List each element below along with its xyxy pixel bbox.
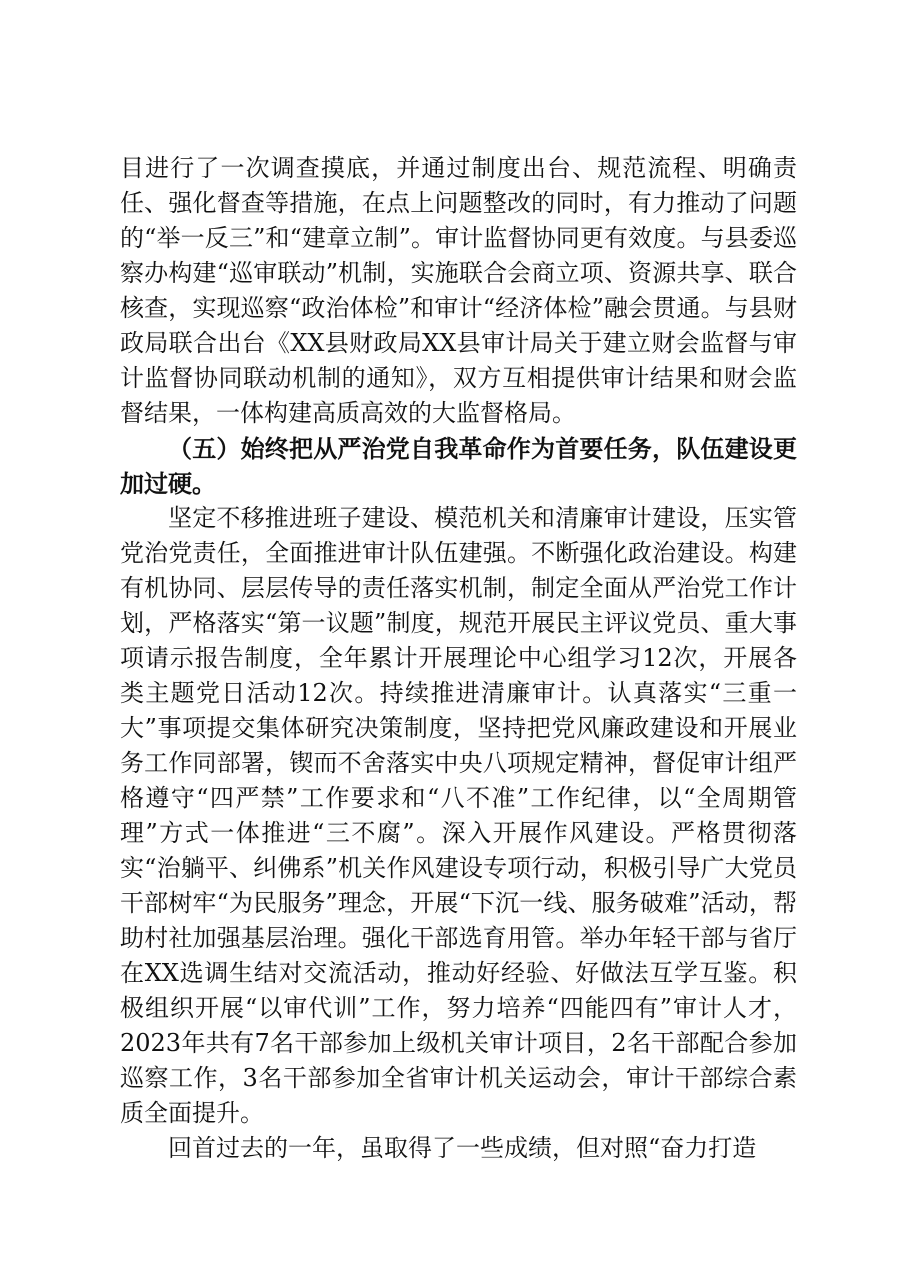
document-body: [120, 151, 797, 1166]
section-heading-5: （五）始终把从严治党自我革命作为首要任务，队伍建设更加过硬。: [120, 434, 797, 498]
paragraph-continued: 目进行了一次调查摸底，并通过制度出台、规范流程、明确责任、强化督查等措施，在点上问题整改的同时，有力推动了问题的“举一反三”和“建章立制”。审计监督协同更有效度。与县委巡察办构建“巡审联动”机制，实施联合会商立项、资源共享、联合核查，实现巡察“政治体检”和审计“经济体检”融会贯通。与县财政局联合出台《XX县财政局XX县审计局关于建立财会监督与审计监督协同联动机制的通知》，双方互相提供审计结果和财会监督结果，一体构建高质高效的大监督格局。: [120, 154, 797, 427]
paragraph-review: 回首过去的一年，虽取得了一些成绩，但对照“奋力打造: [168, 1134, 757, 1162]
paragraph-team-building: 坚定不移推进班子建设、模范机关和清廉审计建设，压实管党治党责任，全面推进审计队伍建强。不断强化政治建设。构建有机协同、层层传导的责任落实机制，制定全面从严治党工作计划，严格落实“第一议题”制度，规范开展民主评议党员、重大事项请示报告制度，全年累计开展理论中心组学习12次，开展各类主题党日活动12次。持续推进清廉审计。认真落实“三重一大”事项提交集体研究决策制度，坚持把党风廉政建设和开展业务工作同部署，锲而不舍落实中央八项规定精神，督促审计组严格遵守“四严禁”工作要求和“八不准”工作纪律，以“全周期管理”方式一体推进“三不腐”。深入开展作风建设。严格贯彻落实“治躺平、纠佛系”机关作风建设专项行动，积极引导广大党员干部树牢“为民服务”理念，开展“下沉一线、服务破难”活动，帮助村社加强基层治理。强化干部选育用管。举办年轻干部与省厅在XX选调生结对交流活动，推动好经验、好做法互学互鉴。积极组织开展“以审代训”工作，努力培养“四能四有”审计人才，2023年共有7名干部参加上级机关审计项目，2名干部配合参加巡察工作，3名干部参加全省审计机关运动会，审计干部综合素质全面提升。: [120, 504, 797, 1127]
